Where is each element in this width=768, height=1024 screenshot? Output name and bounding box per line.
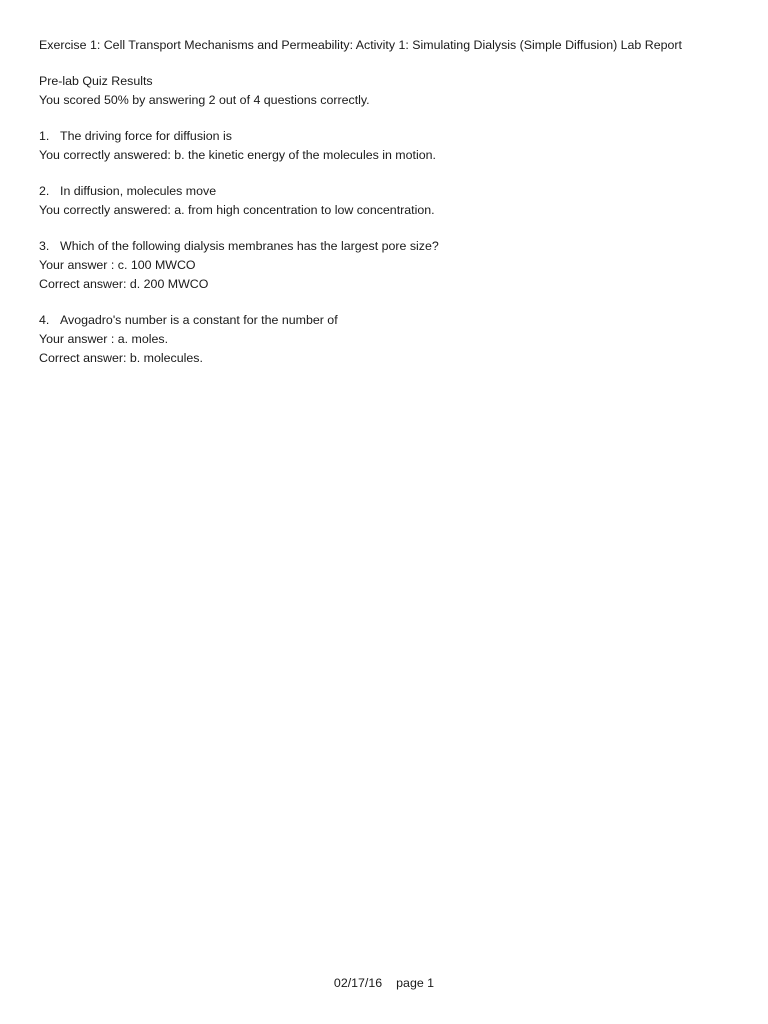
- question-3-your-answer: Your answer : c. 100 MWCO: [39, 258, 196, 272]
- question-1-number: 1.: [39, 129, 50, 143]
- quiz-score: You scored 50% by answering 2 out of 4 questions correctly.: [39, 93, 370, 107]
- question-2-text: In diffusion, molecules move: [60, 184, 217, 198]
- question-3: [39, 237, 739, 294]
- question-3-number: 3.: [39, 239, 50, 253]
- question-4: [39, 311, 739, 368]
- question-2-number: 2.: [39, 184, 50, 198]
- page-footer: [0, 974, 768, 993]
- question-2-prompt: [39, 182, 739, 201]
- question-1: [39, 127, 739, 165]
- question-4-prompt: [39, 311, 739, 330]
- quiz-summary: [39, 72, 739, 110]
- question-1-answer: You correctly answered: b. the kinetic energy of the molecules in motion.: [39, 148, 436, 162]
- question-3-prompt: [39, 237, 739, 256]
- question-3-text: Which of the following dialysis membranes has the largest pore size?: [60, 239, 439, 253]
- question-2-answer: You correctly answered: a. from high concentration to low concentration.: [39, 203, 435, 217]
- report-page: [39, 36, 739, 385]
- question-3-correct-answer: Correct answer: d. 200 MWCO: [39, 277, 209, 291]
- question-4-correct-answer: Correct answer: b. molecules.: [39, 351, 203, 365]
- question-1-prompt: [39, 127, 739, 146]
- quiz-heading: Pre-lab Quiz Results: [39, 74, 153, 88]
- report-title: Exercise 1: Cell Transport Mechanisms and Permeability: Activity 1: Simulating Dialysis (Simple Diffusion) Lab Report: [39, 38, 682, 52]
- question-1-text: The driving force for diffusion is: [60, 129, 232, 143]
- footer-date: 02/17/16: [333, 976, 383, 990]
- question-2: [39, 182, 739, 220]
- question-4-your-answer: Your answer : a. moles.: [39, 332, 169, 346]
- question-4-number: 4.: [39, 313, 50, 327]
- question-4-text: Avogadro's number is a constant for the number of: [60, 313, 338, 327]
- footer-page-number: page 1: [396, 976, 435, 990]
